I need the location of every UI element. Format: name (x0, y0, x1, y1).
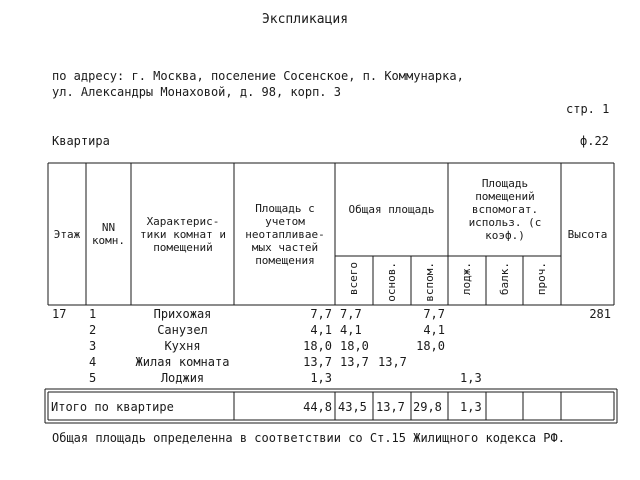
room-main: 13,7 (378, 355, 407, 369)
room-area: 1,3 (310, 371, 332, 385)
room-aux: 18,0 (416, 339, 445, 353)
header-area-with-unheated: Площадь с учетом неотапливае- мых частей помещения (245, 201, 325, 267)
room-number: 4 (89, 355, 97, 369)
subheader-balcony: балк. (498, 262, 511, 296)
room-name: Санузел (157, 323, 208, 337)
totals-loggia: 1,3 (460, 400, 482, 414)
totals-main: 13,7 (376, 400, 405, 414)
subheader-aux: вспом. (423, 262, 436, 302)
room-total: 7,7 (340, 307, 362, 321)
room-loggia: 1,3 (460, 371, 482, 385)
room-area: 13,7 (303, 355, 332, 369)
header-aux-area: Площадь помещений вспомогат. использ. (с коэф.) (468, 177, 542, 242)
room-number: 2 (89, 323, 97, 337)
document-title: Экспликация (261, 12, 349, 27)
room-aux: 7,7 (423, 307, 445, 321)
totals-total: 43,5 (338, 400, 367, 414)
header-total-area: Общая площадь (348, 203, 435, 216)
room-number: 3 (89, 339, 97, 353)
room-number: 5 (89, 371, 97, 385)
totals-area: 44,8 (303, 400, 332, 414)
header-room-number: NN комн. (91, 221, 126, 247)
room-total: 13,7 (340, 355, 369, 369)
page-number: стр. 1 (566, 102, 610, 116)
room-number: 1 (89, 307, 97, 321)
room-area: 4,1 (310, 323, 332, 337)
floor-value: 17 (52, 307, 67, 321)
subheader-other: проч. (535, 262, 548, 296)
apartment-label: Квартира (52, 134, 110, 148)
header-height: Высота (567, 227, 608, 241)
room-total: 4,1 (340, 323, 362, 337)
totals-label: Итого по квартире (51, 400, 174, 414)
subheader-main: основ. (385, 262, 398, 302)
room-name: Кухня (164, 339, 201, 353)
header-floor: Этаж (53, 227, 81, 241)
subheader-total: всего (347, 262, 360, 296)
room-area: 18,0 (303, 339, 332, 353)
room-name: Прихожая (153, 307, 212, 321)
subheader-loggia: лодж. (460, 262, 473, 296)
room-name: Жилая комната (135, 355, 230, 369)
room-area: 7,7 (310, 307, 332, 321)
footer-note: Общая площадь определенна в соответствии со Ст.15 Жилищного кодекса РФ. (52, 431, 565, 445)
header-characteristics: Характерис- тики комнат и помещений (139, 214, 227, 254)
address-line-2: ул. Александры Монаховой, д. 98, корп. 3 (52, 85, 341, 99)
room-aux: 4,1 (423, 323, 445, 337)
room-total: 18,0 (340, 339, 369, 353)
totals-aux: 29,8 (413, 400, 442, 414)
form-number: ф.22 (580, 134, 609, 148)
address-line-1: по адресу: г. Москва, поселение Сосенское, п. Коммунарка, (52, 69, 464, 83)
height-value: 281 (589, 307, 611, 321)
room-name: Лоджия (160, 371, 205, 385)
